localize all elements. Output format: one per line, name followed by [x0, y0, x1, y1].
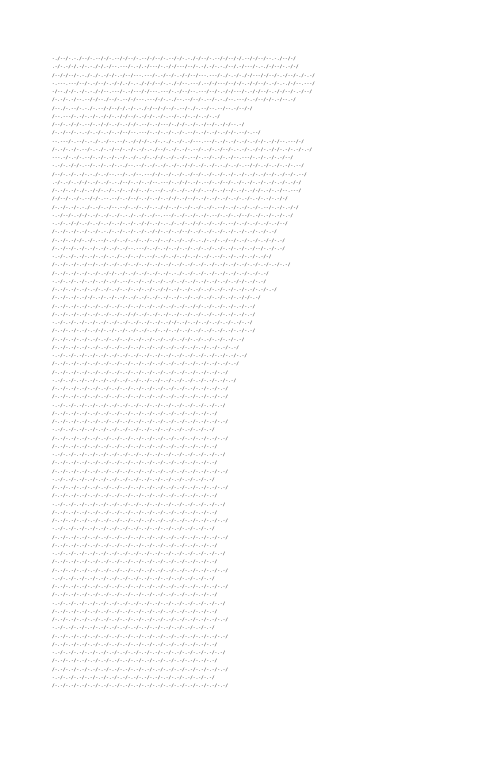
text-line: -.-/-.-/-.-/-.-/-.-/-.-/-.-/-.-/-.-/-.-/-.-/-.-/-.-/-.-/-.-/ [52, 428, 215, 434]
text-line: /-/--/-.-/-.--/-/-.--.--/-.-/--/-.-/-.-/-.-/-/-.-/--/-.-/-.-/-.-/-.-/-.-/-.-/-.-/-.-/-/ [52, 197, 288, 203]
text-line: /-.-/-.-/-.-/-.-/-.-/-.-/-.-/-.-/-.-/-.-/-.-/-.-/-.-/-.-/-.-/-.-/ [52, 618, 229, 623]
text-line: -.-/-.-/-.-/-.-/-.-/-.-/-.-/-.-/-.-/-.-/-.-/-.-/-.-/-.-/-.-/-.-/ [52, 403, 226, 409]
text-line: /-.-/-.-/-.-/-.-/-.-/-.-/-.-/-.-/-.-/-.-/-.-/-.-/-.-/-.-/-.-/-.-/ [52, 469, 229, 475]
text-line: ---.-/-.-/-.--/-.-/-.-/-.-/-.-/-.-/-.-/-/-.-/-.-/-.--/-.--/-.-/-.-/--.---/-.-/-.-/-.-/--/ [52, 156, 294, 161]
text-line: /-.-/-.-/-.-/-.-/-.-/-/-.-/-.-/-.-/-.-/-.-/-.-./-.-/-.-/-.-/-.-/-.-/-.-/-.-/-.-/ [52, 271, 269, 277]
text-line: /-.-/-.-/-.-/-.-/-.-/-.-/-.-/-.-/-.-/-.-/-.-/-.-/-.-/-/-.-/-.-/-.-/-.-/-.-/ [52, 304, 256, 310]
text-line: .-/-.-/-.-/-/-.-/-.-/-.-./--/-.-/-.-/--.---/-.-/-/-.-/-.--/-.-/--/-.-/-.-/-.-/-.-/-.-/-.-/-/ [52, 180, 302, 186]
text-line: /-.-/-.-/-.-/--/-.-/-.-/-.-/-.-/-.-/-.-/-.-/-.-/-.-/-.-/-.-/-.-/-.-/-.-/-.-/-.-/-.-/-.-/ [52, 263, 291, 269]
text-line: /-.-/-.-/-.-/-/-.-/-.-/-.-/-.-/-.-/-.-/-.-/-.-/-.-/-.-/-.-/-.-/-.-/-.-/-/-.-/ [52, 296, 261, 302]
text-line: /-.-/-.-/-.-/-.-/-.-/-.-/-.-/-.-/-.-/-.-/-.-/-.-/-.-/-.-/-.-/ [52, 642, 218, 648]
text-line: /-.-/-.-/-/-.-/-.--/-.-/-.-/-.-/-.-/-.-/-.-/-.-/-.-/-.-./-.-/-.-/--/-.-/-.-/-.-/-/-.-/ [52, 238, 285, 244]
text-line: /-.-/-.-/-.-/-.-/-.-/-.-/-.-/-.-/-.-/-.-/-.-/-.-/-.-/-.-/-.-/ [52, 543, 218, 549]
text-line: /-.-/--/-.-/-.-/-.-/-.-/-.-/--.---/-.-/-.-/-.-/-.-/-.-/-.-/-.-/-.-/-.-/-.-/--/-.-/-.-/ [52, 246, 285, 252]
text-line: -.-/--/-.-/-/-.-/-.-/-.-/-.-./-.-/-.-/--.---/-.-/-.-/-.-/-.--/-.-/-.-/--/-.-/-.-/-.-/-.-/ [52, 213, 294, 219]
text-line: /-.-/-.-/-.-/-.-/-.-./-.-/-.-/-.-/-.-/-/-.-/-.-/--/-.-/-.-/-.-/-.-/-.-/-.-/-.-/-.-/ [52, 230, 277, 236]
text-line: /-.-/-.-/-.-/-.-/-.-/-.-/-.-/-/-.-/-.-/-.-/-.-/-.-/-.-/-.-/-.-/-.-/-.-/-.-/ [52, 312, 256, 318]
text-line: -.-/-.-/-.-/-.-/-.-/-.-/-.-/-.-/-.-/-.-/-.-/-.-/-.-/-.-/-.-/ [52, 675, 215, 681]
text-line: /-.-/-.-/-.-/-.-/-.-/-.-/-.-/-.-/-.-/-.-/-.-/-.-/-.-/-.-/-.-/ [52, 411, 218, 417]
text-line: /-.-/-.-/--.--/-/--./--/-.--/-/---.---/-/-.-./--.--/--/-.--/-.-./--.---/-.-/--/-/-.-/--.-/ [52, 98, 296, 104]
text-line: -/--./-/-.-/-.-./-/--.---/-.-/---/-/---.---/-.-/--/--.---/--/-.-/-/---/-.-/-/--/-.-/-/--/-.-/--/ [52, 90, 313, 95]
text-line: /-.-/-.-/-.-/-.-/-.-/-.-/-.-/-.-/-.-/-.-/-.-/-.-/-.-/-.-/-.-/-.-/ [52, 568, 229, 574]
text-line: /-.-/-.-/-.-/-.-/-.-/-.-/-.-/-.-/-.-/-.-/-.-/-.-/-.-/-.-/-.-/-.-/ [52, 535, 229, 541]
text-line: -.-/-.-/-.-/-.-/-.-/-.-/-.-/-.-/-.-/-.-/-.-/-.-/-.-/-.-/-.-/-.-/-.-/ [52, 378, 237, 384]
text-line: -.-/-.-/-.-/-.-/-.-/-.-/-.-/-.-/-.-/-.-/-.-/-.-/-.-/-.-/-.-/-.-/ [52, 453, 226, 458]
text-line: -.-/-.-/-.-/-.-/-.-/-.-/-.-/-.-/-.-/-.-/-.-/-.-/-.-/-.-/-.-/-.-/ [52, 651, 226, 656]
text-line: -.---.---/--/-.-/--/-.-/-/.-/-.-./-/-/--/-.-./-/--.---/.--/-/---/--/-/-.-/-/--/-.-/-.-./-/--.---/ [52, 81, 315, 87]
text-line: /-.-/-.-/-.--/-.-./-.-/--/-.-/-.-/-.-./--/-.-/-.-/-.--/-.-/-.-/--/-.-.-/-.-/-/-.-/-/-.-/-.-/-.-/ [52, 147, 313, 153]
text-line: /-.-/--/-.-.-/-.-/-.-/-.-/--/--.---/-.-/-.-/-.-/-.--/-.-/-.-/-.-/-/-.--/-.--/ [52, 131, 261, 137]
text-line: /-.-/-.-/-.-./-.-/-.-/--.--/-.-/-.-/-.-./-/-.-/-.-/-.-/-.-/-.--/-.-/-.-/-.-/-.--/-.-/-.-/-/ [52, 205, 299, 211]
text-line: /-.-/-.-/-.-/-.-/-.-/-.-/-.-/-.-/-.-/-.-/-.-/-.-/-.-/-.-/-.-/-.-/ [52, 486, 229, 491]
text-line: -.-/-.-/-.-/-.-/-.-/-.-/-.-/-.-/-.-/-.-/-.-/-/-.-/-.-/-.-/-.-/-.-/-.-/-.-/ [52, 321, 253, 326]
text-line: /-.-/-.-/-.-/-.-/-.-/-.-/-.-/-.-/-.-/-.-/-.-/-.-/-.-/-.-/-.-/-.-/ [52, 667, 229, 673]
text-line: -.-/-.-/-.-/-.-/-.-/-.-/-.-/-.-/-.-/-.-/-.-/-.-/-.-/-.-/-.-/-.-/-.-/-.-/ [52, 354, 248, 359]
text-line: -.-/-.-/-.-/-.-/-.-/-.-/-.-/-.-/-.-/-.-/-.-/-.-/-.-/-.-/-.-/-.-/ [52, 552, 226, 557]
text-line: /--/-/--/-.-./-./-.-/-/-.-/--/---.---/-.-/--/-.-/-/--/---.---/-./-.-/-./-/---/-/--/-.-/--/-./-.-/ [52, 73, 315, 79]
text-line: /-.-/-.-/-.-/-.-/-.-/-.-/-.-/-.-/-.-/-.-/-.-/-.-/-.-/-.-/-.-/-.-/ [52, 387, 229, 392]
text-line: /-.-/-.-/-.-/-.-/-.-/-.-/-.-/-.-/-.-/-.-/-.-/-.-/-.-/-.-/-.-/ [52, 510, 218, 516]
text-line: /-.-/-.-/-.-/-.-/-.-/-.-/-.-/-.-/-.-/-.-/-.-/-.-/-.-/-.-/-.-/-.-/ [52, 585, 229, 590]
text-line: -.-/-.-/-.-/-.-/-.-/-.-/-.-/-.-/-.-/-.-/-.-/-.-/-.-/-.-/-.-/-.-/ [52, 502, 226, 508]
text-line: -.-/-.-/-.-/-.-/-.-/-.-/-.-/-.-/-.-/-.-/-.-/-.-/-.-/-.-/-.-/ [52, 626, 215, 632]
text-line: /-.-/-.-/-.-/-.-/-.-/-.-/-.-/-.-/-.-/-.-/-.-/-.-/-.-/-.-/-.-/ [52, 560, 218, 566]
text-line: -.-/-.-/-.-/-.-/-.-/-.-./-.-/-.-/-.--/-.-/-.-/-.-/-.-/-.-/-.--/-.-/-.-/-.-/-.-/-/ [52, 255, 272, 260]
text-line: /-.-/-.-/-.-/-.-/-.-/-.-/-.-/-.-/-.-/-.-/-.-/-.-/-.-/-.-/-.-/-.-/ [52, 395, 229, 401]
text-line: /-.-/-.-/-.-/-.-/-.-/-.-/-.-/-.-/-.-/-.-/-.-/-.-/-.-/-.-/-.-/-.-/-.-/ [52, 345, 239, 351]
text-line: /-.-/-.-/-.-/-.-/-.-/-.-/-.-/-.-/-.-/-.-/-.-/-.-/-.-/-.-/-.-/ [52, 461, 218, 467]
text-line: /-.-/-.-/-.-/-.-/-.-/-.-/-.-/-.-/-.-/-.-/-.-/-.-/-.-/-.-/-.-/-.-/ [52, 370, 229, 376]
text-line: -./--/-.-./--/-.--/-/-.--/-/--/-.--/-/--/-.--/-/-.-./-/--/-.--/-/--/-/.--/-/--/--.-./--/-/ [52, 57, 296, 62]
text-line: /-.-/-.-/-.-/-.-/-.-/-.-/-.-/-.-/-.-/-.-/-.-/-.-/-.-/-.-/-.-/-.-/ [52, 420, 229, 425]
text-line: /-.-/-.-/-.-/-.-/-.-/-.-/-.-/-.-/-.-/-.-/-.-/-.-/-.-/-.-/-.-/-.-/ [52, 684, 229, 689]
text-line: --.---/-.--/-.-./-.-/--.--/-.-/-/-/-.-/-.-./-.-/-.-/---.---/-.-/-.-/-.-/-.-/-/-.-/-/--.---/-/ [52, 139, 304, 145]
text-line: /-.-/-.-/-.-/-.-/-/-.-/-.-/-.-/-.-/-.-/-.-/-.-/-.-/-.-/-.-/-.-/-.-/-.-/-.-/ [52, 329, 256, 335]
text-line: /-.-/-.-/-.-/-.-/-.-/-.-/-.-/-.-/-.-/-.-/-.-/-.-/-.-/-.-/-.-/-.-/-.-/ [52, 362, 239, 368]
text-line: /-.-/-.-/-.-/-.-/-.-/-.-/-.-/-.-/-.-/-.-/-.-/-.-/-.-/-.-/-.-/ [52, 659, 218, 665]
text-line: -.-/-.-/-/-.--/-.-/-.-/-.-./--.--/-.-/-.-/-.-/-.-/-/-.-/-.-/-.-./-.-/-.--/-/-.-/-.-/-.-/-.--/ [52, 164, 304, 170]
text-line: -.-/-.-/-.-/-.-/-.-/-.-/-.-/-.-/-.-/-.-/-.-/-.-/-.-/-.-/-.-/ [52, 576, 215, 582]
text-line: -.-/-.-/-.-/-.-/-.-/-.-/-.-/-.-/-.-/-.-/-.-/-.-/-.-/-.-/-.-/ [52, 477, 215, 483]
text-line: -.-/-.-/-.-/-.-/-.-/-.-/-.-/-.-/-.-/-.-/-.-/-.-/-.-/-.-/-.-/-.-/ [52, 601, 226, 607]
text-line: /-.-/-.-/-.-/-.-/-.-/-.-/-.-/-.-/-.-/-.-/-.-/-.-/-.-/-.-/-.-/ [52, 444, 218, 450]
text-line: -.-/-.-/-.-/-.-/-.-/-.-/-.--/-.-/-.-/-.-/-.-/-.-/-.-/-.-/-.-/-.-/-.-/-/-.-/-.-/ [52, 279, 267, 285]
text-line: /-.-/-.-/-.-/-.-/-.-/-.-/-.-/-.-/-.-/-.-/-.-/-.-/-.-/-.-/-.-/-.-/ [52, 436, 229, 442]
text-line: /--.---/-.-/-.-/-.-/-/-.-/-/--/-.-/-/-.-/-.--/-.-/-.-/-.-/-.-/ [52, 114, 220, 120]
text-line: /-.-/-.-/-.-/-.-/-.-/-.-/-.-/-.-/-.-/-.-/-.-/-.-/-.-/-.-/-.-/ [52, 593, 218, 599]
text-line: /-.-/-.-/-.-/-.-/-.-/-.-/-.-/-.-/-.-/-.-/-.-/-.-/-.-/-.-/-.-/-.-/ [52, 519, 229, 524]
text-line: /--/-.-/-/-.--/-.-/-/-.-/-.-/-/-.--/-.-/---/-./-/-.-/-.-/--/-.-/-/--.-/ [52, 123, 245, 128]
text-line: /-.-/-.-/-.-/-.-/-.-/-.-/-.-/-.-/-.-/-.-/-.-/-.-/-.-/-.-/-.-/-.-/ [52, 634, 229, 640]
text-line: /--/-.-/-.-/-.-./-.-/--.--/-.-/--.---/-/-.-/-.-/-.-/--/-.-/-.-/-.-/-.-/-.-/-.-/--/-.-/--/-.--/ [52, 172, 307, 178]
text-line: /-.-/-.-/-.-/-.-/-.-/-.-/-.-/-.-/-.-/-.-/-/-.-/-.-/-.-/-.-/-.-/-.-/-.-/-.-/-.-/-.-/ [52, 288, 277, 293]
morse-text-block [52, 56, 452, 716]
text-line: /-.-/-.-/-.-/-.-/-.-/-.-/-.-/-.-/-.-/-.-/-.-/-.-/-.-/-.-/-.-/ [52, 494, 218, 500]
text-line: /-.-/-.-/-.-/-.-/-.-/-.-/-.-/-.-/-.-/-.-/-.-/-.-/-/-.-/-.-/-.-/-.-/-.-/ [52, 337, 245, 343]
text-line: /-.-/-.-/-.-/-.-/-.-/-.-/-.-/-.-/-.-/-.-/-.-/-.-/-.-/-.-/-.-/ [52, 609, 218, 615]
text-line: -.-/-.-/-/-.-/-.-/-.-/-.-/-.-/-.-/-/-.-/-.-./-.-/-.-/-/-.-/-.-/-.--/-.-/-.-/-.-/-.-/--/ [52, 222, 288, 227]
text-line: /--./-.--/-.-./-.--/-/--/-/.-/-.-./-/--/-/--/-.--/-./-.--/--.--/--.-/--/-/ [52, 106, 253, 112]
text-line: /-.-/-.-/-./-.-/-/-.-/-.-/-.-/-/-.-/-.--/-.-/-.-/-.-/-/-.--/-.-/--/-.-/-.-/-/-.-/-.-/--.---/ [52, 189, 302, 194]
text-line: .-/-.-/-/.-/-.-./-/.-/--.---/-.-/.-/---/-.-/-/---/--/-.-/.-/-.-./--/.-/---/-.-./-/--/-.-/-/ [52, 65, 299, 71]
text-line: -.-/-.-/-.-/-.-/-.-/-.-/-.-/-.-/-.-/-.-/-.-/-.-/-.-/-.-/-.-/ [52, 527, 215, 533]
